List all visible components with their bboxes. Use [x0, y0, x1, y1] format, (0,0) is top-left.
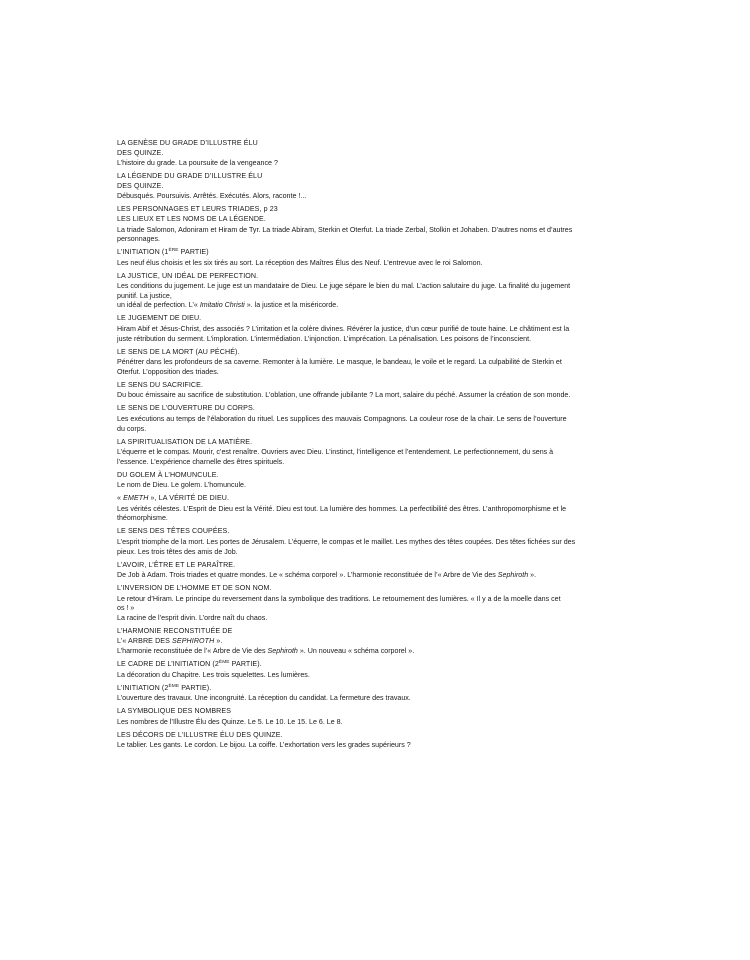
section-heading: LA LÉGENDE DU GRADE D’ILLUSTRE ÉLU: [117, 172, 263, 181]
section-heading: LE SENS DE L’OUVERTURE DU CORPS.: [117, 404, 255, 413]
toc-entry: [117, 494, 637, 524]
section-summary: La triade Salomon, Adoniram et Hiram de Tyr. La triade Abiram, Sterkin et Oterfut. La triade Zerbal, Stolkin et Johaben. D’autres noms et d’autres: [117, 225, 573, 234]
section-heading: LES LIEUX ET LES NOMS DE LA LÉGENDE.: [117, 214, 266, 223]
toc-entry: [117, 438, 637, 468]
section-summary: Oterfut. L’opposition des triades.: [117, 367, 219, 376]
toc-entry: [117, 660, 637, 680]
section-summary: l’essence. L’expérience charnelle des êtres spirituels.: [117, 457, 285, 466]
section-summary: La racine de l’esprit divin. L’ordre naît du chaos.: [117, 614, 268, 622]
section-summary: Les neuf élus choisis et les six tirés au sort. La réception des Maîtres Élus des Neuf. L’entrevue avec le roi Salomon.: [117, 258, 483, 267]
section-summary: pieux. Les trois têtes des amis de Job.: [117, 547, 238, 556]
section-summary: Les conditions du jugement. Le juge est un mandataire de Dieu. Le juge sépare le bien du mal. L’action salutaire du juge. La finalité du jugement: [117, 282, 571, 291]
toc-entry: [117, 172, 637, 202]
section-heading: L’AVOIR, L’ÊTRE ET LE PARAÎTRE.: [117, 560, 236, 569]
section-heading: L’INITIATION (1ÈRE PARTIE): [117, 248, 209, 257]
section-summary: De Job à Adam. Trois triades et quatre mondes. Le « schéma corporel ». L’harmonie reconstituée de l’« Arbre de Vie des Sephiroth ».: [117, 571, 537, 580]
section-summary: Les nombres de l’Illustre Élu des Quinze. Le 5. Le 10. Le 15. Le 6. Le 8.: [117, 717, 343, 726]
section-summary: punitif. La justice,: [117, 291, 172, 300]
section-summary: Les vérités célestes. L’Esprit de Dieu est la Vérité. Dieu est tout. La lumière des hommes. La perfectibilité des êtres. L’anthropomorphisme et le: [117, 504, 567, 513]
toc-entry: [117, 527, 637, 557]
section-heading: LE SENS DU SACRIFICE.: [117, 380, 204, 389]
section-heading: LA GENÈSE DU GRADE D’ILLUSTRE ÉLU: [117, 139, 258, 147]
toc-entry: [117, 314, 637, 344]
section-summary: un idéal de perfection. L’« Imitatio Christi ». la justice et la miséricorde.: [117, 301, 339, 310]
toc-entry: [117, 139, 637, 169]
section-heading: L’INITIATION (2ÈME PARTIE).: [117, 683, 212, 692]
section-summary: La décoration du Chapitre. Les trois squelettes. Les lumières.: [117, 670, 310, 679]
section-heading: LE SENS DE LA MORT (AU PÉCHÉ).: [117, 347, 240, 356]
section-summary: Le nom de Dieu. Le golem. L’homuncule.: [117, 481, 246, 490]
section-summary: L’histoire du grade. La poursuite de la vengeance ?: [117, 159, 278, 168]
section-heading: LE CADRE DE L’INITIATION (2ÈME PARTIE).: [117, 660, 262, 669]
section-summary: Le retour d’Hiram. Le principe du reversement dans la symbolique des traditions. Le retournement des lumières. « Il y a de la moelle dans cet: [117, 594, 561, 603]
section-summary: Les exécutions au temps de l’élaboration du rituel. Les supplices des mauvais Compagnons. La couleur rose de la chair. Le sens de l’ouverture: [117, 414, 567, 423]
section-summary: Pénétrer dans les profondeurs de sa caverne. Remonter à la lumière. Le masque, le bandeau, le voile et le regard. La culpabilité de Sterkin et: [117, 358, 562, 367]
toc-entry: [117, 731, 637, 751]
section-summary: Débusqués. Poursuivis. Arrêtés. Exécutés. Alors, raconte !...: [117, 192, 307, 201]
toc-entry: [117, 272, 637, 311]
section-heading: DES QUINZE.: [117, 181, 164, 190]
section-heading: DU GOLEM À L’HOMUNCULE.: [117, 470, 219, 479]
section-summary: juste rétribution du serment. L’imploration. L’intermédiation. L’injonction. L’imprécation. La pénalisation. Les poisons de l’inconscient.: [117, 334, 532, 343]
section-summary: L’équerre et le compas. Mourir, c’est renaître. Ouvriers avec Dieu. L’instinct, l’intelligence et l’entendement. Le perfectionnement, du sens à: [117, 448, 554, 457]
section-summary: Du bouc émissaire au sacrifice de substitution. L’oblation, une offrande jubilante ? La mort, salaire du péché. Assumer la création de son monde.: [117, 391, 571, 400]
section-summary: personnages.: [117, 235, 160, 244]
toc-entry: [117, 561, 637, 581]
section-heading: LES DÉCORS DE L’ILLUSTRE ÉLU DES QUINZE.: [117, 730, 283, 739]
toc-entry: [117, 627, 637, 657]
section-heading: L’« ARBRE DES SEPHIROTH ».: [117, 636, 223, 645]
section-heading: LE JUGEMENT DE DIEU.: [117, 314, 202, 323]
table-of-contents: [117, 139, 637, 754]
toc-entry: [117, 584, 637, 623]
section-summary: du corps.: [117, 424, 147, 433]
section-heading: DES QUINZE.: [117, 148, 164, 157]
section-summary: théomorphisme.: [117, 514, 168, 523]
section-summary: os ! »: [117, 604, 135, 613]
section-summary: Le tablier. Les gants. Le cordon. Le bijou. La coiffe. L’exhortation vers les grades supérieurs ?: [117, 741, 411, 750]
toc-entry: [117, 248, 637, 268]
toc-entry: [117, 404, 637, 434]
toc-entry: [117, 381, 637, 401]
toc-entry: [117, 471, 637, 491]
section-heading: LES PERSONNAGES ET LEURS TRIADES, p 23: [117, 205, 278, 214]
toc-entry: [117, 348, 637, 378]
section-heading: LA SPIRITUALISATION DE LA MATIÈRE.: [117, 437, 253, 446]
section-heading: L’HARMONIE RECONSTITUÉE DE: [117, 626, 233, 635]
section-heading: « EMETH », LA VÉRITÉ DE DIEU.: [117, 494, 230, 503]
section-summary: L’esprit triomphe de la mort. Les portes de Jérusalem. L’équerre, le compas et le maillet. Les mythes des têtes coupées. Des têtes fichées sur des: [117, 538, 576, 547]
toc-entry: [117, 684, 637, 704]
toc-entry: [117, 205, 637, 244]
section-summary: Hiram Abif et Jésus-Christ, des associés ? L’irritation et la colère divines. Révérer la justice, d’un cœur purifié de toute haine. Le châtiment est la: [117, 325, 570, 334]
section-heading: LA JUSTICE, UN IDÉAL DE PERFECTION.: [117, 271, 259, 280]
section-heading: LE SENS DES TÊTES COUPÉES.: [117, 527, 230, 536]
section-heading: L’INVERSION DE L’HOMME ET DE SON NOM.: [117, 584, 272, 593]
section-summary: L’ouverture des travaux. Une incongruité. La réception du candidat. La fermeture des travaux.: [117, 694, 411, 703]
toc-entry: [117, 707, 637, 727]
section-summary: L’harmonie reconstituée de l’« Arbre de Vie des Sephiroth ». Un nouveau « schéma corporel ».: [117, 647, 415, 656]
section-heading: LA SYMBOLIQUE DES NOMBRES: [117, 707, 232, 716]
